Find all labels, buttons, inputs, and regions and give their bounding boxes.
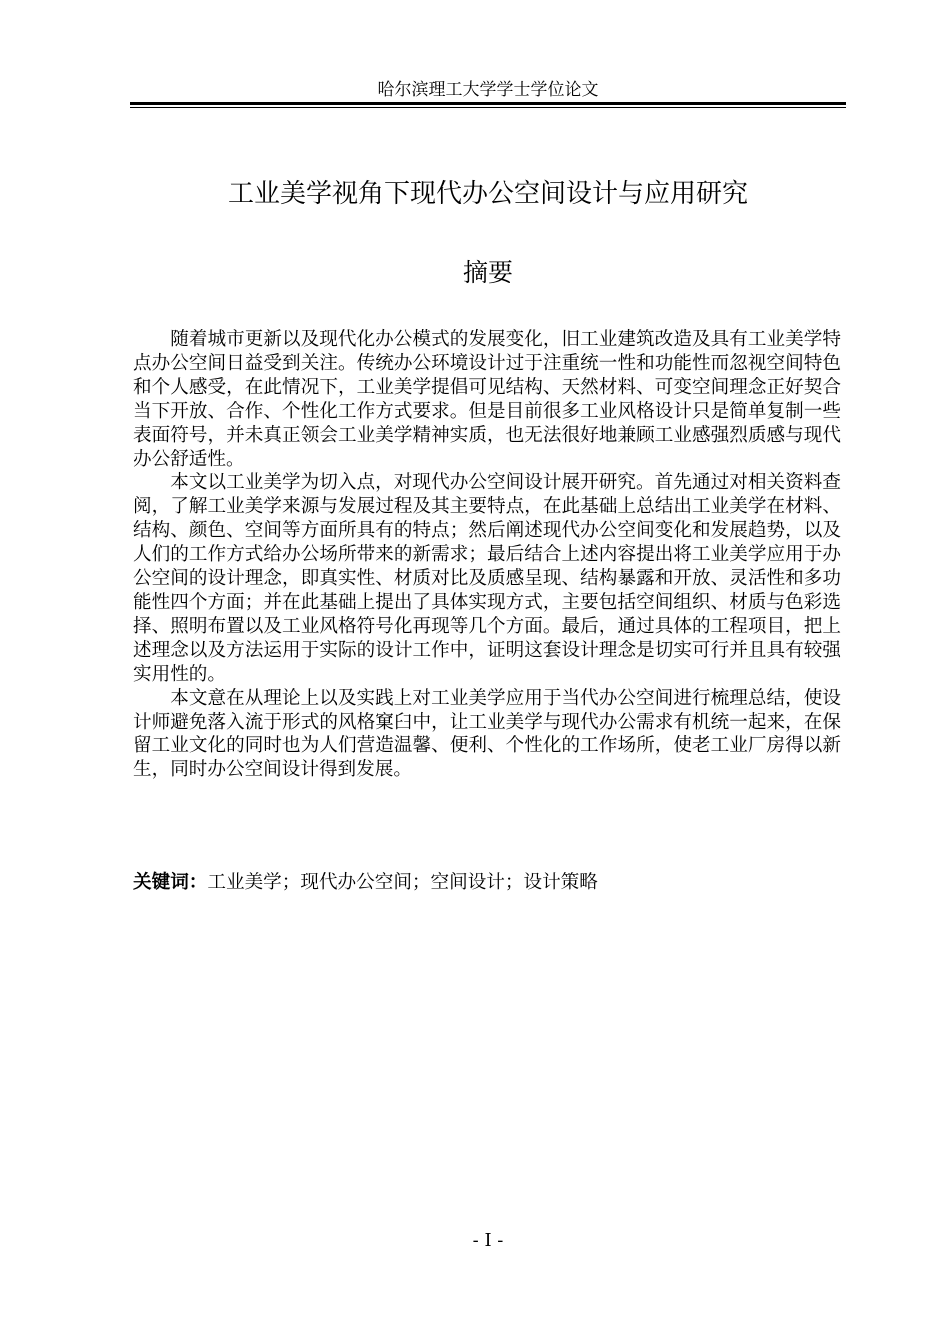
abstract-paragraph-2: 本文以工业美学为切入点，对现代办公空间设计展开研究。首先通过对相关资料查阅，了解工业美学来源与发展过程及其主要特点，在此基础上总结出工业美学在材料、结构、颜色、空间等方面所具有的特点；然后阐述现代办公空间变化和发展趋势，以及人们的工作方式给办公场所带来的新需求；最后结合上述内容提出将工业美学应用于办公空间的设计理念，即真实性、材质对比及质感呈现、结构暴露和开放、灵活性和多功能性四个方面；并在此基础上提出了具体实现方式，主要包括空间组织、材质与色彩选择、照明布置以及工业风格符号化再现等几个方面。最后，通过具体的工程项目，把上述理念以及方法运用于实际的设计工作中，证明这套设计理念是切实可行并且具有较强实用性的。 <box>133 472 841 685</box>
keywords-text: 工业美学；现代办公空间；空间设计；设计策略 <box>207 872 598 893</box>
page-number: - I - <box>472 1230 504 1251</box>
keywords-label: 关键词： <box>133 872 208 893</box>
abstract-paragraph-1: 随着城市更新以及现代化办公模式的发展变化，旧工业建筑改造及具有工业美学特点办公空间日益受到关注。传统办公环境设计过于注重统一性和功能性而忽视空间特色和个人感受，在此情况下，工业美学提倡可见结构、天然材料、可变空间理念正好契合当下开放、合作、个性化工作方式要求。但是目前很多工业风格设计只是简单复制一些表面符号，并未真正领会工业美学精神实质，也无法很好地兼顾工业感强烈质感与现代办公舒适性。 <box>133 329 841 470</box>
abstract-paragraph-3: 本文意在从理论上以及实践上对工业美学应用于当代办公空间进行梳理总结，使设计师避免落入流于形式的风格窠臼中，让工业美学与现代办公需求有机统一起来，在保留工业文化的同时也为人们营造温馨、便利、个性化的工作场所，使老工业厂房得以新生，同时办公空间设计得到发展。 <box>133 687 841 781</box>
header-rule-thin <box>130 107 846 108</box>
abstract-body <box>133 328 841 782</box>
keywords-line <box>133 871 841 895</box>
document-title: 工业美学视角下现代办公空间设计与应用研究 <box>227 179 748 209</box>
abstract-heading: 摘要 <box>462 258 513 287</box>
header-rule-thick <box>130 102 846 105</box>
running-header: 哈尔滨理工大学学士学位论文 <box>377 80 599 100</box>
